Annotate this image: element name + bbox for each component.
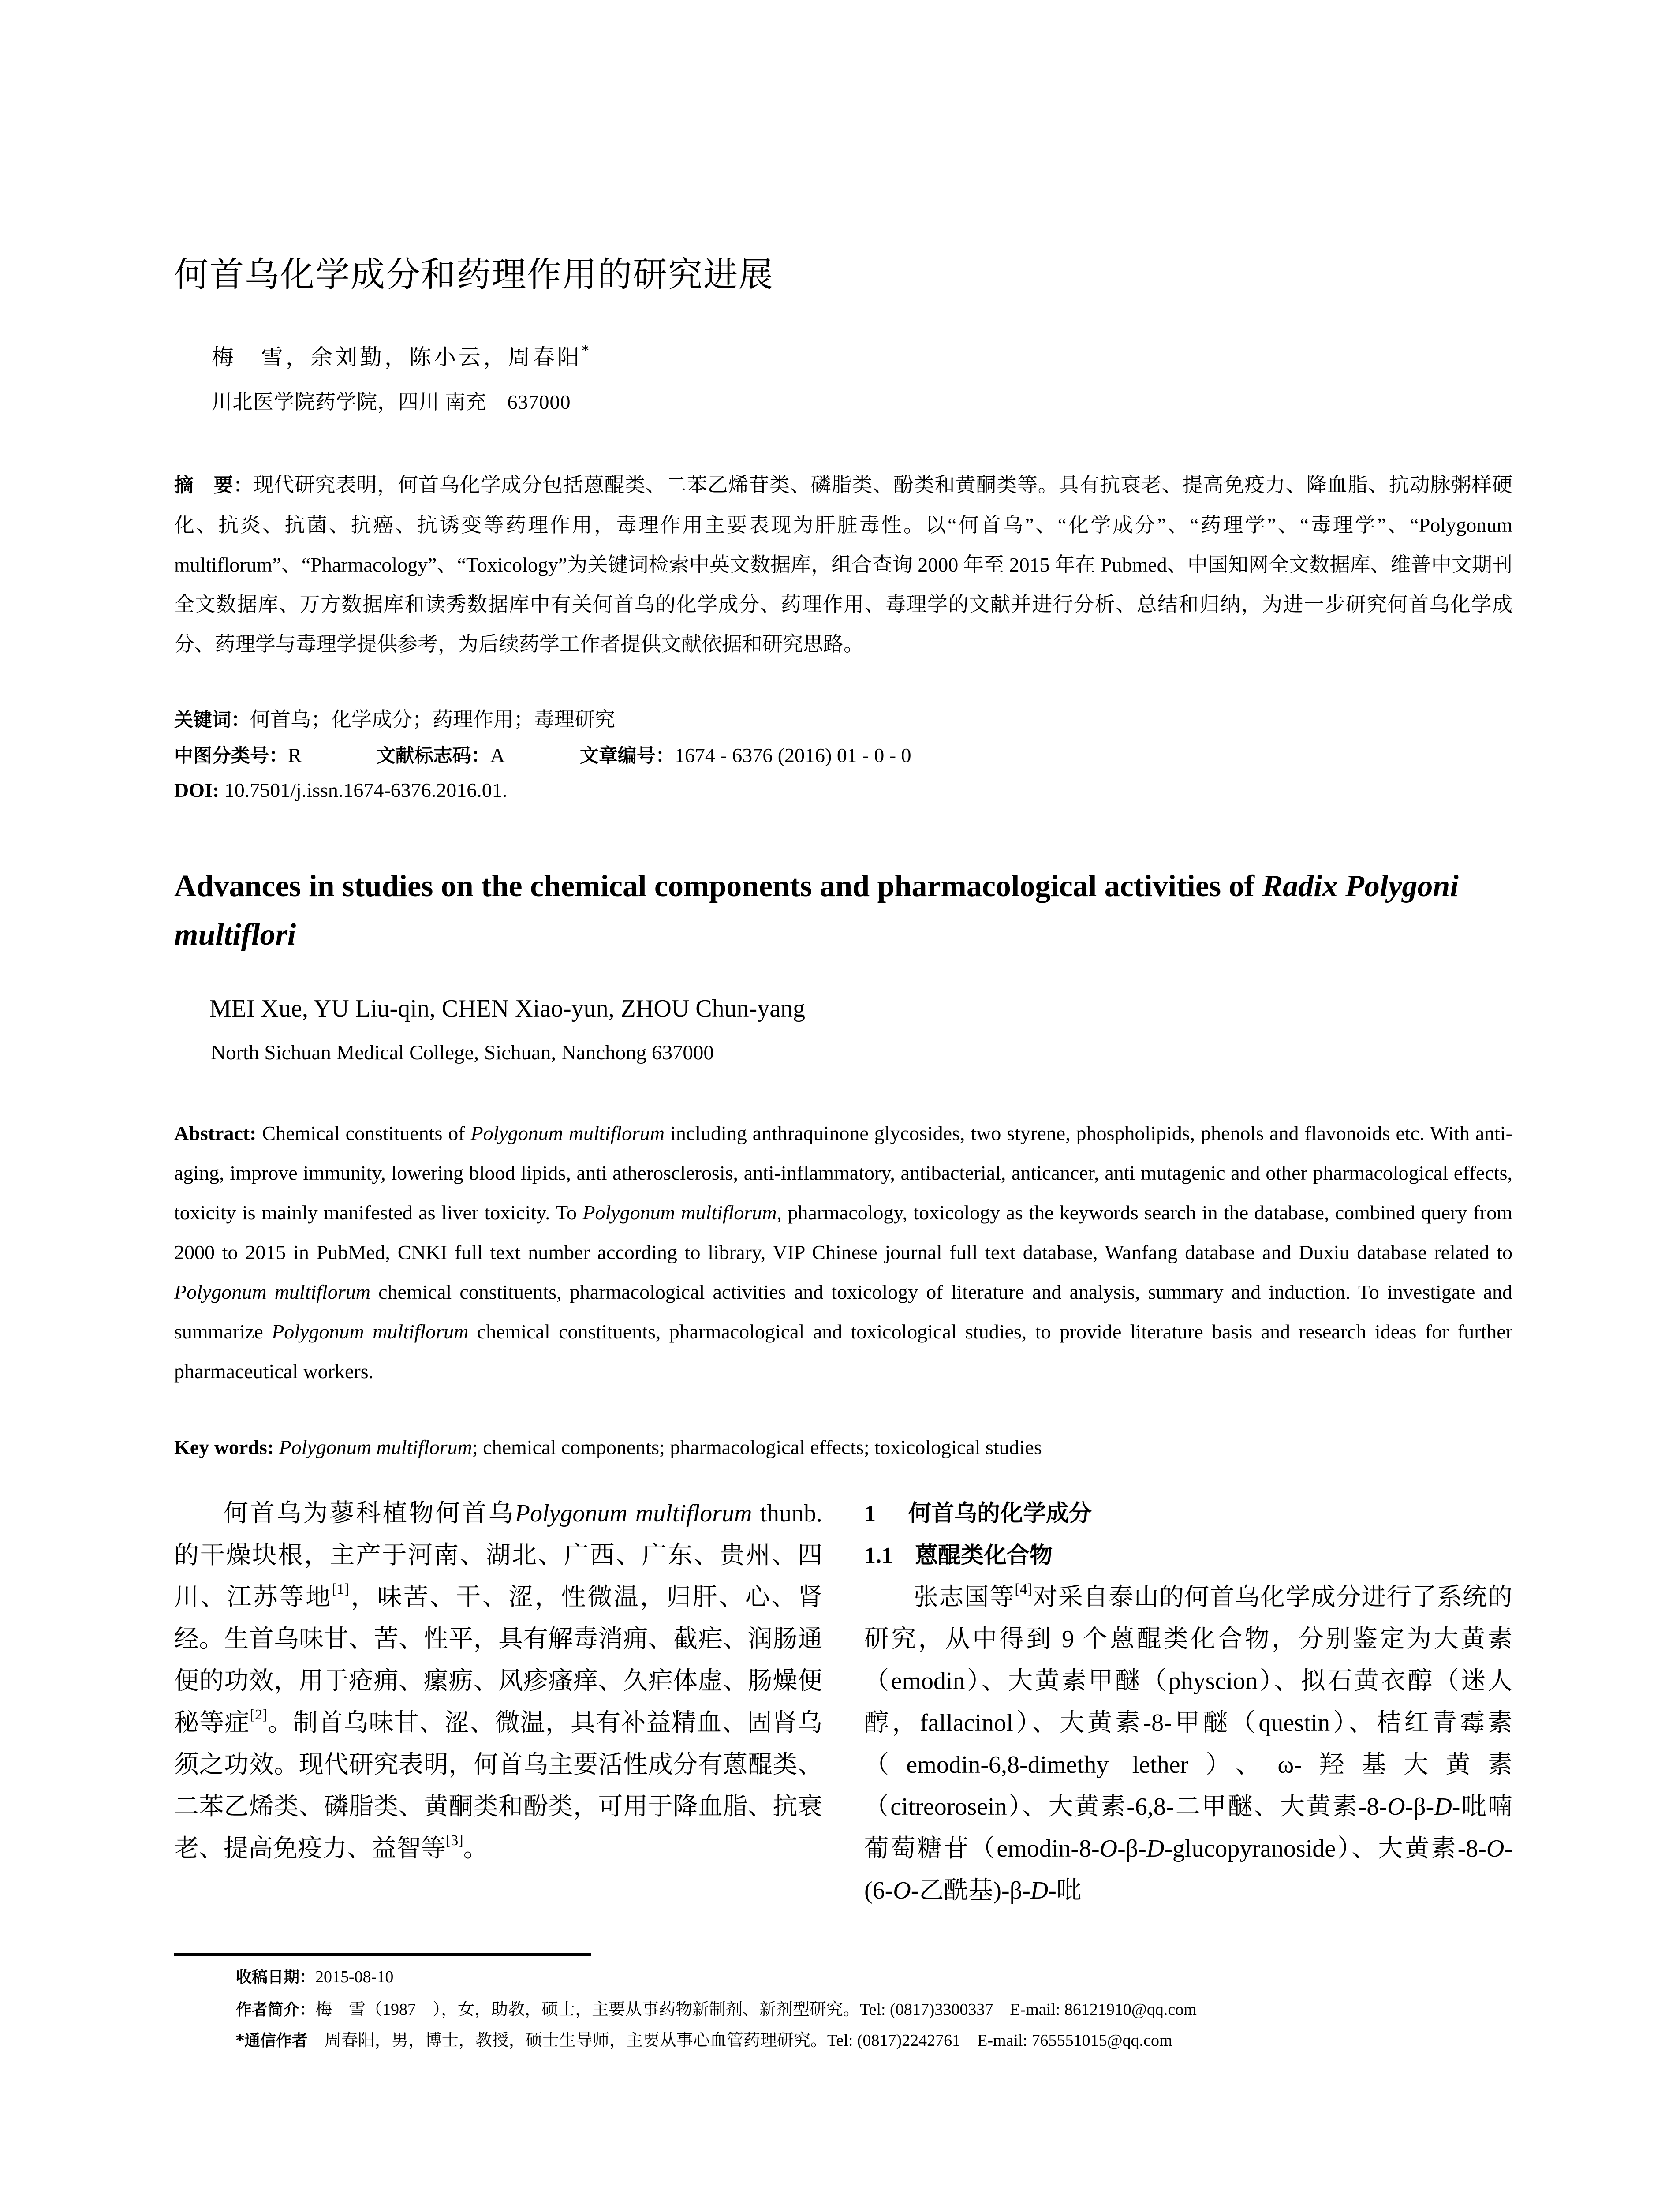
abstract-english-text — [174, 1122, 1512, 1383]
body-column-left — [174, 1493, 822, 1870]
text-run: -吡喃葡萄糖苷（emodin-8- — [864, 1793, 1512, 1862]
affiliation-english: North Sichuan Medical College, Sichuan, Nanchong 637000 — [211, 1041, 714, 1064]
section-heading-1 — [864, 1493, 1512, 1535]
clc-value: R — [288, 744, 302, 766]
text-run: Chemical constituents of — [256, 1122, 471, 1144]
text-run: -β- — [1405, 1793, 1434, 1820]
text-run: -β- — [1117, 1835, 1146, 1862]
text-run: 对采自泰山的何首乌化学成分进行了系统的研究，从中得到 9 个蒽醌类化合物，分别鉴定为大黄素（emodin）、大黄素甲醚（physcion）、拟石黄衣醇（迷人醇，fallacinol）、大黄素-8-甲醚（questin）、桔红青霉素（emodin-6,8-dimethy lether）、ω-羟基大黄素（citreorosein）、大黄素-6,8-二甲醚、大黄素-8- — [864, 1584, 1513, 1820]
keywords-english-italic: Polygonum multiflorum — [274, 1436, 472, 1458]
italic-d: D — [1434, 1793, 1452, 1820]
citation-ref[interactable]: [3] — [446, 1832, 463, 1849]
keywords-text: 何首乌；化学成分；药理作用；毒理研究 — [250, 708, 615, 731]
section-title: 何首乌的化学成分 — [908, 1500, 1092, 1527]
article-no-label: 文章编号： — [579, 745, 675, 767]
affiliation-chinese: 川北医学院药学院，四川 南充 637000 — [212, 391, 571, 413]
keywords-english — [174, 1435, 1512, 1459]
text-run: , pharmacology, toxicology as the keywords search in the database, combined query from 2000 to 2015 in PubMed, CNKI full text number according to library, VIP Chinese journal full text database, Wanfang database and Duxiu database related to — [174, 1201, 1512, 1263]
section-heading-1-1 — [864, 1535, 1512, 1577]
text-run: -(6- — [864, 1835, 1512, 1904]
doi-value[interactable]: 10.7501/j.issn.1674-6376.2016.01. — [219, 779, 508, 801]
footnote-value: 周春阳，男，博士，教授，硕士生导师，主要从事心血管药理研究。Tel: (0817)2242761 E-mail: 765551015@qq.com — [307, 2031, 1172, 2050]
corresponding-author-mark: * — [582, 343, 589, 359]
italic-o: O — [1099, 1835, 1118, 1862]
text-run: including anthraquinone glycosides, two styrene, phospholipids, phenols and flavonoids etc. With anti-aging, improve immunity, lowering blood lipids, anti atherosclerosis, anti-inflammatory, antibacterial, anticancer, anti mutagenic and other pharmacological effects, toxicity is mainly manifested as liver toxicity. To — [174, 1122, 1512, 1224]
italic-o: O — [893, 1877, 911, 1904]
footnote-corresponding-author — [236, 2026, 1172, 2051]
doc-code-label: 文献标志码： — [376, 745, 490, 767]
text-run: -乙酰基)-β- — [911, 1877, 1030, 1904]
footnote-value: 梅 雪（1987—），女，助教，硕士，主要从事药物新制剂、新剂型研究。Tel: (0817)3300337 E-mail: 86121910@qq.com — [315, 2000, 1197, 2019]
paper-title-english — [174, 862, 1515, 959]
footnote-value: 2015-08-10 — [315, 1968, 394, 1986]
text-run: thunb. 的干燥块根，主产于河南、湖北、广西、广东、贵州、四川、江苏等地 — [174, 1500, 823, 1611]
abstract-chinese — [174, 465, 1512, 664]
classification-line — [174, 741, 911, 768]
citation-ref[interactable]: [4] — [1015, 1581, 1032, 1597]
abstract-text: 现代研究表明，何首乌化学成分包括蒽醌类、二苯乙烯苷类、磷脂类、酚类和黄酮类等。具有抗衰老、提高免疫力、降血脂、抗动脉粥样硬化、抗炎、抗菌、抗癌、抗诱变等药理作用，毒理作用主要表现为肝脏毒性。以“何首乌”、“化学成分”、“药理学”、“毒理学”、“Polygonum multiflorum”、“Pharmacology”、“Toxicology”为关键词检索中英文数据库，组合查询 2000 年至 2015 年在 Pubmed、中国知网全文数据库、维普中文期刊全文数据库、万方数据库和读秀数据库中有关何首乌的化学成分、药理作用、毒理学的文献并进行分析、总结和归纳，为进一步研究何首乌化学成分、药理学与毒理学提供参考，为后续药学工作者提供文献依据和研究思路。 — [174, 474, 1512, 655]
text-run: -glucopyranoside）、大黄素-8- — [1164, 1835, 1486, 1862]
footnote-label: 收稿日期： — [236, 1968, 316, 1986]
section-number: 1 — [864, 1501, 876, 1526]
keywords-label: 关键词： — [174, 709, 250, 731]
clc-label: 中图分类号： — [174, 745, 288, 767]
italic-d: D — [1146, 1835, 1165, 1862]
abstract-label: 摘 要： — [174, 474, 254, 497]
species-name: Polygonum multiflorum — [582, 1201, 777, 1224]
footnote-author-bio — [236, 1996, 1197, 2020]
title-english-latin: Radix Polygoni multiflori — [174, 869, 1459, 952]
author-list-english: MEI Xue, YU Liu-qin, CHEN Xiao-yun, ZHOU Chun-yang — [209, 995, 806, 1022]
keywords-english-text: ; chemical components; pharmacological effects; toxicological studies — [472, 1436, 1042, 1458]
article-no-value: 1674 - 6376 (2016) 01 - 0 - 0 — [674, 744, 911, 766]
text-run: -吡 — [1048, 1877, 1081, 1904]
text-run: chemical constituents, pharmacological and toxicological studies, to provide literature basis and research ideas for further pharmaceutical workers. — [174, 1320, 1513, 1383]
species-name: Polygonum multiflorum — [272, 1320, 469, 1343]
text-run: 。 — [463, 1835, 488, 1862]
species-name: Polygonum multiflorum — [515, 1500, 752, 1527]
species-name: Polygonum multiflorum — [174, 1281, 370, 1303]
citation-ref[interactable]: [1] — [332, 1581, 350, 1597]
title-english-main: Advances in studies on the chemical components and pharmacological activities of — [174, 869, 1262, 903]
doc-code-value: A — [490, 744, 505, 766]
doi-line — [174, 778, 507, 802]
paper-title-chinese: 何首乌化学成分和药理作用的研究进展 — [174, 255, 774, 295]
footnote-label: *通信作者 — [236, 2032, 308, 2050]
text-run: 。制首乌味甘、涩、微温，具有补益精血、固肾乌须之功效。现代研究表明，何首乌主要活性成分有蒽醌类、二苯乙烯类、磷脂类、黄酮类和酚类，可用于降血脂、抗衰老、提高免疫力、益智等 — [174, 1709, 823, 1862]
italic-d: D — [1030, 1877, 1049, 1904]
citation-ref[interactable]: [2] — [250, 1707, 268, 1723]
text-run: ，味苦、干、涩，性微温，归肝、心、肾经。生首乌味甘、苦、性平，具有解毒消痈、截疟、润肠通便的功效，用于疮痈、瘰疬、风疹瘙痒、久疟体虚、肠燥便秘等症 — [174, 1584, 823, 1737]
author-list-chinese — [212, 340, 589, 371]
text-run: 何首乌为蓼科植物何首乌 — [224, 1500, 515, 1527]
italic-o: O — [1486, 1835, 1505, 1862]
abstract-english — [174, 1114, 1512, 1391]
text-run: 张志国等 — [914, 1584, 1015, 1611]
anthraquinone-paragraph — [864, 1577, 1512, 1912]
keywords-chinese — [174, 703, 615, 733]
doi-label: DOI: — [174, 779, 220, 801]
keywords-english-label: Key words: — [174, 1436, 274, 1458]
author-names: 梅 雪，余刘勤，陈小云，周春阳 — [212, 344, 582, 370]
text-run: chemical constituents, pharmacological activities and toxicology of literature and analysis, summary and induction. To investigate and summarize — [174, 1281, 1512, 1343]
abstract-english-label: Abstract: — [174, 1122, 257, 1144]
footnote-divider — [174, 1953, 591, 1956]
italic-o: O — [1387, 1793, 1405, 1820]
footnote-received — [236, 1965, 393, 1987]
subsection-title: 蒽醌类化合物 — [915, 1542, 1053, 1569]
footnote-label: 作者简介： — [236, 2001, 316, 2019]
subsection-number: 1.1 — [864, 1543, 893, 1568]
body-column-right — [864, 1493, 1512, 1912]
species-name: Polygonum multiflorum — [470, 1122, 665, 1144]
intro-paragraph — [174, 1493, 822, 1870]
